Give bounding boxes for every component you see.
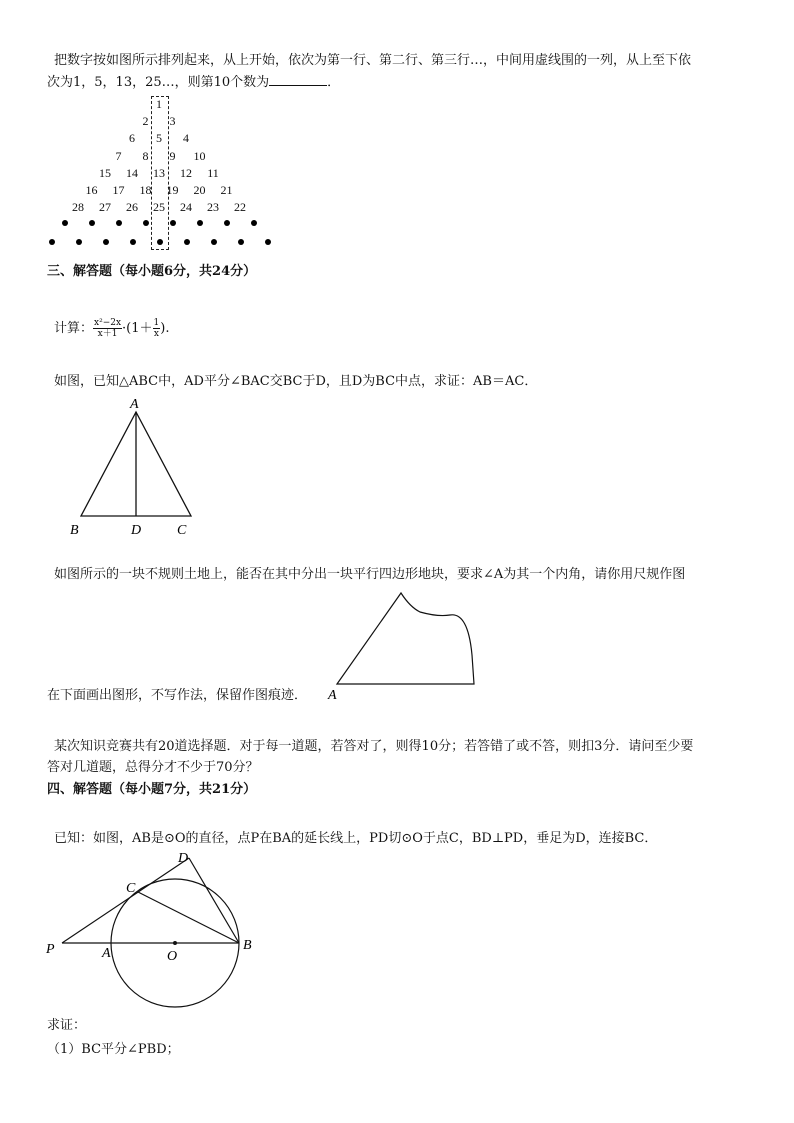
triangle-number: 12: [180, 165, 192, 180]
label-o: O: [167, 949, 178, 964]
triangle-number: 26: [126, 200, 138, 215]
ellipsis-dot: [170, 220, 176, 226]
triangle-number: 15: [99, 165, 111, 180]
label-b: B: [70, 523, 79, 538]
ellipsis-dot: [143, 220, 149, 226]
ellipsis-dot: [49, 239, 55, 245]
ellipsis-dot: [238, 239, 244, 245]
triangle-number: 20: [193, 183, 206, 197]
q2-inner-denominator: x: [153, 329, 159, 339]
irregular-land-figure: [320, 585, 490, 705]
q4-text-line2: 在下面画出图形，不写作法，保留作图痕迹．: [47, 688, 308, 703]
q3-text: 如图，已知△ABC中，AD平分∠BAC交BC于D，且D为BC中点，求证：AB＝AC．: [54, 374, 538, 389]
triangle-number: 25: [153, 200, 165, 215]
q1-text-line1: 把数字按如图所示排列起来，从上开始，依次为第一行、第二行、第三行…，中间用虚线围的一列，从上至下依: [54, 53, 692, 68]
triangle-number: 3: [169, 114, 176, 129]
ellipsis-dot: [62, 220, 68, 226]
q6-prove: 求证：: [47, 1018, 87, 1033]
ellipsis-dot: [224, 220, 230, 226]
ellipsis-dot: [76, 239, 82, 245]
label-d: D: [131, 523, 142, 538]
ellipsis-dot: [116, 220, 122, 226]
section4-title: 四、解答题（每小题7分，共21分）: [47, 782, 257, 797]
ellipsis-dot: [157, 239, 163, 245]
label-a: A: [130, 397, 139, 412]
label-a: A: [328, 688, 337, 703]
section3-title: 三、解答题（每小题6分，共24分）: [47, 264, 257, 279]
q2-expression: [54, 318, 169, 340]
q1-text-prefix: 次为1，5，13，25…，则第10个数为: [47, 75, 270, 90]
triangle-abc-figure: [60, 392, 210, 542]
q1-text-suffix: ．: [327, 75, 341, 90]
label-d: D: [178, 851, 189, 866]
q4-text-line1: 如图所示的一块不规则土地上，能否在其中分出一块平行四边形地块，要求∠A为其一个内角，请你用尺规作图: [54, 567, 686, 582]
triangle-number: 7: [115, 148, 122, 163]
triangle-number: 24: [180, 200, 192, 215]
triangle-number: 11: [207, 165, 219, 180]
q5-text-line2: 答对几道题，总得分才不少于70分？: [47, 760, 259, 775]
q2-fraction: [93, 318, 122, 339]
triangle-number: 9: [169, 148, 176, 163]
q2-dot: ·(1＋: [122, 321, 153, 336]
q2-prefix: 计算：: [54, 321, 94, 336]
triangle-number: 14: [126, 165, 138, 180]
triangle-number: 19: [166, 183, 179, 197]
triangle-number: 17: [112, 183, 125, 197]
ellipsis-dot: [265, 239, 271, 245]
label-c: C: [126, 881, 136, 896]
label-b: B: [243, 938, 252, 953]
irregular-land-shape: [337, 593, 474, 684]
triangle-number: 10: [193, 148, 206, 163]
triangle-number: 16: [85, 183, 98, 197]
label-p: P: [46, 942, 55, 957]
triangle-number: 21: [220, 183, 233, 197]
q6-part1: （1）BC平分∠PBD；: [47, 1042, 180, 1057]
triangle-number: 4: [183, 131, 189, 146]
label-a: A: [102, 946, 111, 961]
q5-text-line1: 某次知识竞赛共有20道选择题．对于每一道题，若答对了，则得10分；若答错了或不答，则扣3分．请问至少要: [54, 739, 694, 754]
ellipsis-dot: [211, 239, 217, 245]
ellipsis-dot: [184, 239, 190, 245]
triangle-number: 2: [142, 114, 149, 129]
q2-inner-numerator: 1: [153, 318, 160, 328]
triangle-number: 13: [153, 165, 165, 180]
q6-text: 已知：如图，AB是⊙O的直径，点P在BA的延长线上，PD切⊙O于点C，BD⊥PD，垂足为D，连接BC．: [54, 831, 658, 846]
ellipsis-dot: [251, 220, 257, 226]
ellipsis-dot: [130, 239, 136, 245]
circle-tangent-figure: [40, 845, 270, 1015]
q2-denominator: x＋1: [97, 329, 118, 339]
triangle-number: 1: [156, 97, 162, 111]
triangle-number: 18: [139, 183, 152, 197]
ellipsis-dot: [197, 220, 203, 226]
ellipsis-dot: [103, 239, 109, 245]
triangle-number: 22: [234, 200, 246, 215]
ellipsis-dot: [89, 220, 95, 226]
label-c: C: [177, 523, 187, 538]
triangle-number: 28: [72, 200, 84, 215]
triangle-number: 8: [142, 148, 149, 163]
tangent-pd: [62, 858, 189, 943]
center-point: [173, 941, 177, 945]
triangle-number: 6: [129, 131, 135, 146]
triangle-number: 5: [156, 131, 162, 146]
q2-suffix: ).: [160, 321, 170, 336]
q2-numerator: x²−2x: [94, 318, 122, 328]
triangle-number: 23: [207, 200, 219, 215]
triangle-number: 27: [99, 200, 111, 215]
